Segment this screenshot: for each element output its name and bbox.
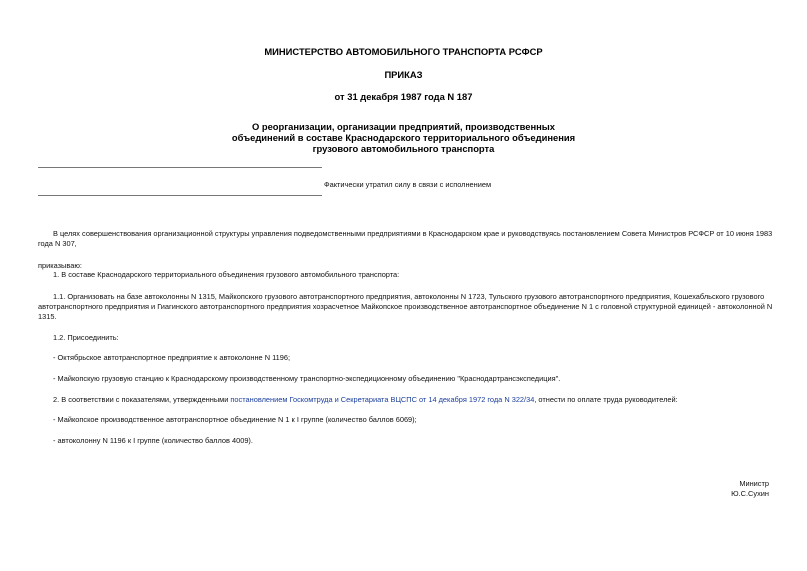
paragraph-1-1-line-2: автотранспортного предприятия и Гиагинского автотранспортного предприятия хозрасчетное Майкопское производственное автотранспортное объединение N 1 с головной структурной единицей - автоколонной N: [38, 302, 773, 311]
paragraph-2-item-b: - автоколонну N 1196 к I группе (количество баллов 4009).: [53, 436, 253, 445]
preamble-line-1: В целях совершенствования организационной структуры управления подведомственными предприятиями в Краснодарском крае и руководствуясь постановлением Совета Министров РСФСР от 10 июня 1983: [53, 229, 773, 238]
orders-word: приказываю:: [38, 261, 82, 270]
paragraph-1-1-line-3: 1315.: [38, 312, 57, 321]
ministry-heading: МИНИСТЕРСТВО АВТОМОБИЛЬНОГО ТРАНСПОРТА РСФСР: [264, 46, 543, 57]
resolution-link[interactable]: постановлением Госкомтруда и Секретариата ВЦСПС от 14 декабря 1972 года N 322/34: [230, 395, 535, 404]
paragraph-2-text-after: , отнести по оплате труда руководителей:: [534, 395, 678, 404]
divider-bottom: [38, 195, 322, 196]
date-number-heading: от 31 декабря 1987 года N 187: [334, 91, 473, 102]
paragraph-2: [53, 395, 678, 405]
signature-position: Министр: [739, 479, 769, 488]
paragraph-1-1-line-1: 1.1. Организовать на базе автоколонны N 1315, Майкопского грузового автотранспортного предприятия, автоколонны N 1723, Тульского грузового автотранспортного предприятия, Кошехабльского грузового: [53, 292, 765, 301]
paragraph-2-text-before: 2. В соответствии с показателями, утвержденными: [53, 395, 231, 404]
paragraph-1-2-item-b: - Майкопскую грузовую станцию к Краснодарскому производственному транспортно-экспедиционному объединению "Краснодартрансэкспедиция".: [53, 374, 561, 383]
title-line-2: объединений в составе Краснодарского территориального объединения: [231, 132, 576, 143]
paragraph-1-2-item-a: - Октябрьское автотранспортное предприятие к автоколонне N 1196;: [53, 353, 291, 362]
title-line-3: грузового автомобильного транспорта: [312, 143, 495, 154]
paragraph-2-item-a: - Майкопское производственное автотранспортное объединение N 1 к I группе (количество баллов 6069);: [53, 415, 417, 424]
title-line-1: О реорганизации, организации предприятий, производственных: [251, 121, 556, 132]
status-note: Фактически утратил силу в связи с исполнением: [324, 180, 492, 189]
doc-type-heading: ПРИКАЗ: [384, 69, 423, 80]
signature-name: Ю.С.Сухин: [731, 489, 769, 498]
paragraph-1: 1. В составе Краснодарского территориального объединения грузового автомобильного транспорта:: [53, 270, 400, 279]
preamble-line-2: года N 307,: [38, 239, 77, 248]
divider-top: [38, 167, 322, 168]
paragraph-1-2: 1.2. Присоединить:: [53, 333, 119, 342]
